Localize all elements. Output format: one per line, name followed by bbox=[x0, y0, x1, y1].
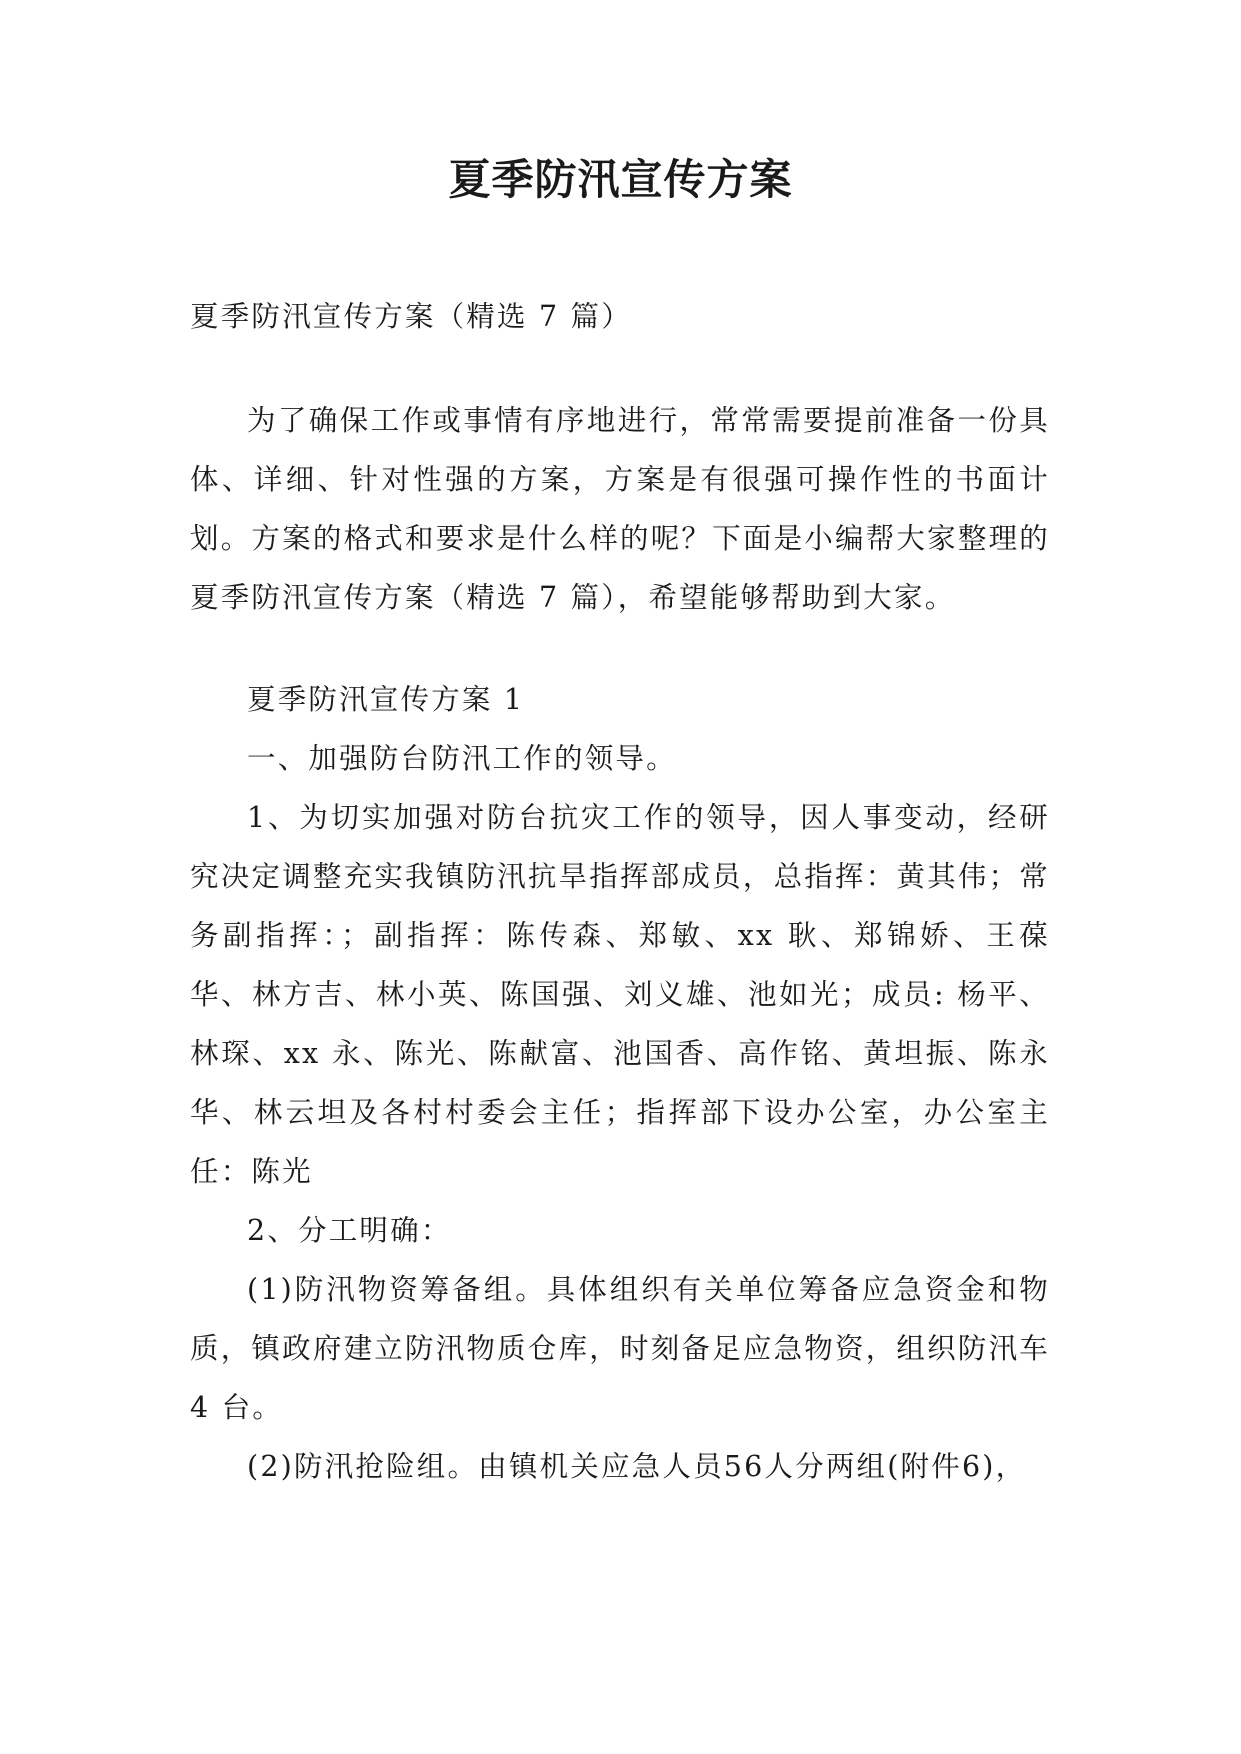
section-heading: 夏季防汛宣传方案 1 bbox=[247, 683, 525, 716]
sub-item-paragraph-2: (2)防汛抢险组。由镇机关应急人员56人分两组(附件6)， bbox=[247, 1450, 1027, 1483]
part-heading: 一、加强防台防汛工作的领导。 bbox=[247, 742, 677, 775]
document-title: 夏季防汛宣传方案 bbox=[448, 155, 793, 204]
item-paragraph-1: 1、为切实加强对防台抗灾工作的领导，因人事变动，经研究决定调整充实我镇防汛抗旱指挥部成员，总指挥：黄其伟；常务副指挥：；副指挥：陈传森、郑敏、xx 耿、郑锦娇、王葆华、林方吉、林小英、陈国强、刘义雄、池如光；成员: 杨平、林琛、xx 永、陈光、陈献富、池国香、高作铭、黄坦振、陈永华、林云坦及各村村委会主任；指挥部下设办公室，办公室主任：陈光 bbox=[190, 801, 1050, 1188]
item-paragraph-2: 2、分工明确： bbox=[247, 1214, 452, 1247]
sub-item-paragraph-1: (1)防汛物资筹备组。具体组织有关单位筹备应急资金和物质，镇政府建立防汛物质仓库，时刻备足应急物资，组织防汛车 4 台。 bbox=[190, 1273, 1050, 1424]
document-subtitle: 夏季防汛宣传方案（精选 7 篇） bbox=[190, 300, 632, 333]
document-body bbox=[190, 287, 1050, 1496]
intro-paragraph: 为了确保工作或事情有序地进行，常常需要提前准备一份具体、详细、针对性强的方案，方案是有很强可操作性的书面计划。方案的格式和要求是什么样的呢？下面是小编帮大家整理的夏季防汛宣传方案（精选 7 篇），希望能够帮助到大家。 bbox=[190, 404, 1050, 614]
